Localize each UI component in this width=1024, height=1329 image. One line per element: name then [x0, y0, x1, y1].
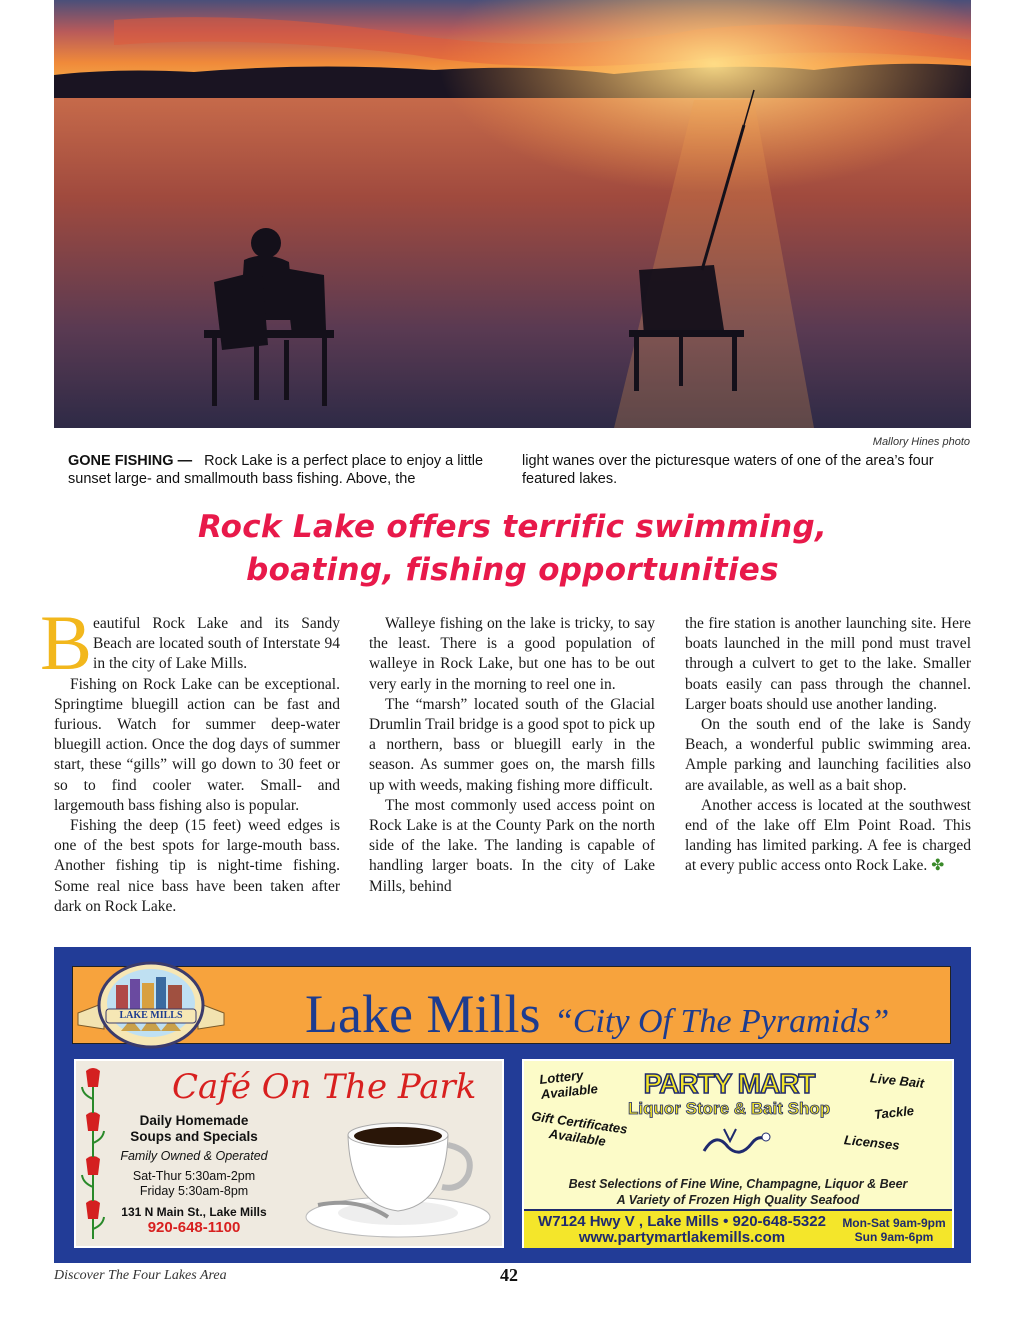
paragraph: The most commonly used access point on Rock Lake is at the County Park on the north side of the lake. The landing is capable of handling larger boats. In the city of Lake Mills, behind	[369, 796, 655, 895]
caption-lead: GONE FISHING —	[68, 453, 193, 469]
article-column-2	[369, 614, 655, 897]
end-mark-icon: ✤	[931, 857, 945, 875]
headline-line1: Rock Lake offers terrific swimming,	[197, 509, 828, 545]
cafe-phone: 920-648-1100	[147, 1219, 241, 1236]
paragraph	[40, 599, 340, 686]
drop-cap: B	[40, 599, 93, 686]
tackle-label: Tackle	[873, 1102, 915, 1123]
paragraph: the fire station is another launching site. Here boats launched in the mill pond must travel through a culvert to get to the lake. Smaller boats easily can pass through the channel. Larger boats should use another landing.	[685, 615, 971, 713]
lake-mills-ad	[54, 947, 971, 1263]
photo-illustration	[54, 0, 971, 428]
paragraph: Fishing the deep (15 feet) weed edges is one of the best spots for large-mouth bass. Another fishing tip is night-time fishing. Some real nice bass have been taken after dark on Rock Lake.	[54, 817, 340, 915]
paragraph: The “marsh” located south of the Glacial Drumlin Trail bridge is a good spot to pick up a northern, bass or bluegill early in the season. As summer goes on, the marsh fills up with weeds, making fishing more difficult.	[369, 695, 655, 794]
paragraph-text: Another access is located at the southwest end of the lake off Elm Point Road. This landing has limited parking. A fee is charged at every public access onto Rock Lake.	[685, 796, 971, 875]
paragraph	[685, 796, 971, 877]
lake-mills-badge	[76, 955, 226, 1055]
paragraph-text: eautiful Rock Lake and its Sandy Beach are located south of Interstate 94 in the city of Lake Mills.	[93, 615, 340, 673]
coffee-cup-icon	[298, 1105, 498, 1241]
party-mart-logo	[628, 1069, 830, 1119]
photo-credit: Mallory Hines photo	[872, 436, 970, 448]
headline-line2: boating, fishing opportunities	[246, 552, 779, 588]
cafe-family: Family Owned & Operated	[120, 1149, 268, 1163]
gift-certificates-label: Gift Certificates Available	[530, 1108, 629, 1149]
ad-title-text: Lake Mills	[305, 984, 541, 1044]
page-number: 42	[500, 1265, 518, 1285]
badge-icon	[76, 955, 226, 1055]
party-mart-hours	[842, 1216, 946, 1244]
party-mart-info-bar	[524, 1209, 952, 1248]
party-mart-contact	[532, 1214, 832, 1246]
party-mart-address: W7124 Hwy V , Lake Mills • 920-648-5322	[538, 1213, 826, 1230]
selection-line1: Best Selections of Fine Wine, Champagne, Liquor & Beer	[568, 1177, 908, 1191]
cafe-hours1: Sat-Thur 5:30am-2pm	[132, 1169, 256, 1183]
paragraph: Walleye fishing on the lake is tricky, to say the least. There is a good population of walleye in Rock Lake, but one has to be out very early in the morning to reel one in.	[369, 615, 655, 693]
cafe-hours2: Friday 5:30am-8pm	[139, 1184, 249, 1198]
live-bait-label: Live Bait	[869, 1070, 925, 1091]
ad-title	[305, 984, 890, 1044]
cafe-line1: Daily Homemade	[139, 1113, 249, 1128]
party-mart-name: PARTY MART	[643, 1068, 815, 1099]
badge-text: LAKE MILLS	[119, 1010, 183, 1021]
lottery-label: Lottery Available	[538, 1067, 599, 1102]
hours-sunday: Sun 9am-6pm	[854, 1230, 934, 1244]
footer-publication: Discover The Four Lakes Area	[54, 1268, 227, 1283]
hours-weekday: Mon-Sat 9am-9pm	[842, 1216, 946, 1230]
article-column-3	[685, 614, 971, 877]
paragraph: Fishing on Rock Lake can be exceptional. Springtime bluegill action can be fast and furious. Watch for summer deep-water bluegill action. Once the dog days of summer start, these “gills” will go down to 30 feet or so to find cooler water. Small- and largemouth bass fishing also is popular.	[54, 675, 340, 814]
party-mart-selections	[524, 1176, 952, 1208]
cafe-name: Café On The Park	[172, 1067, 477, 1107]
party-mart-ad	[522, 1059, 954, 1248]
article-headline	[54, 506, 971, 592]
party-mart-subtitle: Liquor Store & Bait Shop	[628, 1099, 831, 1118]
cafe-address: 131 N Main St., Lake Mills	[121, 1205, 267, 1219]
photo-caption-col2: light wanes over the picturesque waters of one of the area’s four featured lakes.	[522, 453, 934, 487]
cafe-line2: Soups and Specials	[130, 1129, 258, 1144]
worm-mascot-icon	[696, 1121, 776, 1161]
caption-text-1: Rock Lake is a perfect place to enjoy a little sunset large- and smallmouth bass fishing. Above, the	[68, 453, 484, 487]
selection-line2: A Variety of Frozen High Quality Seafood	[616, 1193, 860, 1207]
sunset-fishing-photo	[54, 0, 971, 428]
ad-slogan: “City Of The Pyramids”	[553, 1003, 890, 1040]
paragraph: On the south end of the lake is Sandy Beach, a wonderful public swimming area. Ample parking and launching facilities also are available, as well as a bait shop.	[685, 716, 971, 794]
article-column-1	[40, 599, 340, 917]
cafe-ad	[74, 1059, 504, 1248]
party-mart-website[interactable]: www.partymartlakemills.com	[578, 1229, 786, 1246]
licenses-label: Licenses	[843, 1132, 901, 1153]
photo-caption-col1	[68, 452, 502, 488]
